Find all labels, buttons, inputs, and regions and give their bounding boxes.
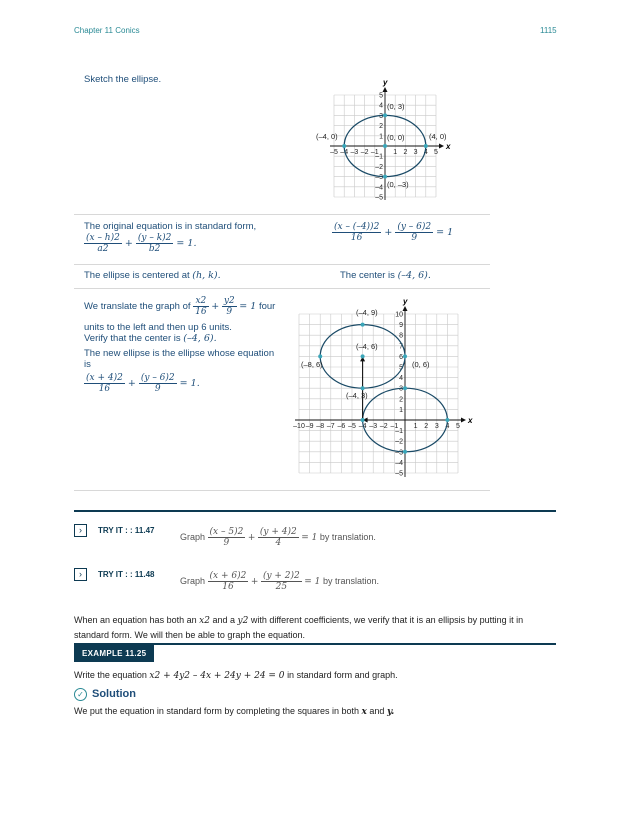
step3-right <box>340 270 431 281</box>
graph-2-label-left: (–8, 6) <box>301 360 323 369</box>
frac-den: 16 <box>195 307 207 317</box>
graph-1-label-right: (4, 0) <box>429 132 447 141</box>
g2-x-tick-label: 1 <box>413 423 418 430</box>
graph-2-point <box>403 354 407 358</box>
var-x: x <box>361 707 367 717</box>
step4-line2: units to the left and then up 6 units. <box>84 322 232 333</box>
frac-den: 9 <box>411 233 418 243</box>
g2-x-arrow <box>461 418 466 423</box>
g1-y-tick-label: –4 <box>375 184 383 192</box>
step2-text: The original equation is in standard form, <box>84 221 257 232</box>
step4-line3 <box>84 333 217 344</box>
graph-1-y-axis-label: y <box>383 78 388 87</box>
g1-y-arrow <box>383 87 388 92</box>
g2-x-tick-label: –3 <box>369 423 378 430</box>
graph-2-label-top: (–4, 9) <box>356 308 378 317</box>
graph-2-point <box>403 386 407 390</box>
frac-den: 9 <box>154 384 161 394</box>
example-badge: EXAMPLE 11.25 <box>74 645 154 662</box>
g2-x-tick-label: 4 <box>445 423 450 430</box>
frac-num: x2 <box>193 296 208 307</box>
g1-x-tick-label: 2 <box>403 149 408 156</box>
try-it-lead: Graph <box>180 531 206 542</box>
try-it-lead: Graph <box>180 575 206 586</box>
frac-num: (x + 6)2 <box>209 571 247 581</box>
equals-one: = 1 <box>436 227 454 238</box>
graph-2-axes <box>295 306 466 477</box>
solution-text-a: We put the equation in standard form by completing the squares in both <box>74 706 360 716</box>
g2-x-tick-label: 2 <box>424 423 429 430</box>
p-math: x2 <box>199 616 210 626</box>
equals-one: = 1 <box>301 532 318 543</box>
g2-x-tick-label: 3 <box>434 423 439 430</box>
try-it-chevron-icon[interactable]: › <box>74 568 87 581</box>
graph-1-label-bottom: (0, –3) <box>387 180 409 189</box>
graph-2-x-axis-label: x <box>468 416 473 425</box>
g2-y-tick-label: 9 <box>399 322 403 330</box>
standard-form-general <box>84 233 196 254</box>
graph-1 <box>310 70 460 200</box>
translated-equation <box>84 373 200 394</box>
g2-x-tick-label: –2 <box>379 423 388 430</box>
graph-2-point <box>361 418 365 422</box>
g2-y-tick-label: –3 <box>395 449 403 457</box>
g1-x-tick-label: 4 <box>423 149 428 156</box>
example-lead: Write the equation <box>74 670 147 680</box>
step1-instruction: Sketch the ellipse. <box>84 74 162 85</box>
g2-y-tick-label: 8 <box>399 332 403 340</box>
g1-y-tick-label: –2 <box>375 163 383 171</box>
graph-2-tick-labels <box>293 312 460 478</box>
check-circle-icon: ✓ <box>74 688 87 701</box>
equals-one: = 1 <box>239 301 257 313</box>
divider <box>74 214 490 215</box>
g2-y-tick-label: 5 <box>399 364 403 372</box>
frac-num: (y – 6)2 <box>140 373 175 383</box>
frac-num: y2 <box>223 296 235 306</box>
graph-1-point <box>342 144 346 148</box>
try-it-tail: by translation. <box>322 575 379 586</box>
frac-num: (x – 5)2 <box>209 527 244 537</box>
g2-y-tick-label: –2 <box>395 438 403 446</box>
plus-sign: + <box>247 532 256 543</box>
frac-num: (y + 4)2 <box>259 527 297 537</box>
g1-y-tick-label: –1 <box>375 153 383 161</box>
graph-1-point <box>383 144 387 148</box>
plus-sign: + <box>124 238 133 249</box>
try-it-problem <box>180 571 379 592</box>
step4-line1b: four <box>258 301 276 313</box>
divider <box>74 490 490 491</box>
g2-y-tick-label: –5 <box>395 470 403 478</box>
g2-x-tick-label: –10 <box>293 423 305 430</box>
frac-den: 9 <box>226 307 233 317</box>
step3-left-text: The ellipse is centered at <box>84 270 190 281</box>
graph-1-x-axis-label: x <box>446 142 451 151</box>
g1-y-tick-label: –3 <box>375 174 383 182</box>
step3-left <box>84 270 221 281</box>
g1-x-tick-label: –2 <box>360 149 369 156</box>
frac-den: 16 <box>350 233 363 243</box>
example-equation: x2 + 4y2 – 4x + 24y + 24 = 0 <box>149 671 285 681</box>
plus-sign: + <box>250 576 259 587</box>
graph-2-y-axis-label: y <box>403 297 408 306</box>
p-text: When an equation has both an <box>74 615 197 625</box>
g2-x-tick-label: –5 <box>348 423 356 430</box>
step4-line4: The new ellipse is the ellipse whose equation <box>84 348 275 359</box>
g2-y-tick-label: 1 <box>399 406 403 414</box>
graph-2 <box>290 288 490 488</box>
graph-1-point <box>424 144 428 148</box>
step4-line1 <box>84 296 275 317</box>
example-prompt <box>74 668 398 683</box>
g1-x-tick-label: 3 <box>413 149 418 156</box>
divider <box>74 264 490 265</box>
g1-x-tick-label: –3 <box>350 149 359 156</box>
frac-den: b2 <box>148 244 161 254</box>
graph-1-label-left: (–4, 0) <box>316 132 338 141</box>
var-y: y. <box>386 707 395 717</box>
g2-y-tick-label: 7 <box>399 343 403 351</box>
g2-x-tick-label: 5 <box>456 423 460 430</box>
graph-2-label-bottom: (–4, 3) <box>346 391 368 400</box>
g1-y-tick-label: –5 <box>375 194 383 200</box>
try-it-label: TRY IT : : 11.48 <box>98 570 155 579</box>
graph-1-label-center: (0, 0) <box>387 133 405 142</box>
g1-x-tick-label: –4 <box>340 149 349 156</box>
g2-y-tick-label: –4 <box>395 459 403 467</box>
g2-y-tick-label: 4 <box>399 375 403 383</box>
graph-2-point <box>403 450 407 454</box>
g1-x-tick-label: –1 <box>370 149 379 156</box>
frac-num: (y – k)2 <box>137 233 172 243</box>
g2-x-tick-label: –1 <box>390 423 399 430</box>
graph-2-point <box>445 418 449 422</box>
example-tail: in standard form and graph. <box>287 670 398 680</box>
chapter-header: Chapter 11 Conics <box>74 26 140 35</box>
graph-1-point <box>383 113 387 117</box>
frac-den: 16 <box>222 582 234 592</box>
frac-den: 4 <box>275 538 282 548</box>
g1-y-tick-label: 1 <box>379 133 383 141</box>
step3-left-math: (h, k). <box>192 270 221 281</box>
g1-x-arrow <box>439 144 444 149</box>
frac-den: 16 <box>98 384 111 394</box>
g1-x-tick-label: 5 <box>434 149 438 156</box>
equals-one: = 1. <box>179 378 200 389</box>
step3-right-text: The center is <box>340 270 395 281</box>
p-text: with different coefficients, we verify that it is an ellipsis by putting it in <box>250 615 524 625</box>
step4-line5: is <box>84 359 91 370</box>
plus-sign: + <box>127 378 136 389</box>
try-it-problem <box>180 527 376 548</box>
graph-2-label-right: (0, 6) <box>412 360 430 369</box>
step4-line3-math: (–4, 6). <box>183 333 217 344</box>
try-it-label: TRY IT : : 11.47 <box>98 526 155 535</box>
graph-2-point <box>318 354 322 358</box>
step3-right-math: (–4, 6). <box>397 270 431 281</box>
graph-1-point <box>383 175 387 179</box>
frac-num: (x – (–4))2 <box>334 222 380 232</box>
graph-1-label-top: (0, 3) <box>387 102 405 111</box>
g2-y-tick-label: 2 <box>399 396 403 404</box>
g1-y-tick-label: 2 <box>379 123 383 131</box>
g2-x-tick-label: –6 <box>337 423 346 430</box>
p-text: and a <box>212 615 235 625</box>
g2-y-tick-label: –1 <box>395 428 403 436</box>
step4-line1a: We translate the graph of <box>84 301 191 313</box>
equals-one: = 1 <box>304 576 321 587</box>
g2-x-tick-label: –9 <box>305 423 314 430</box>
try-it-top-rule <box>74 510 556 512</box>
solution-and: and <box>369 706 385 716</box>
paragraph-line2: standard form. We will then be able to graph the equation. <box>74 630 305 640</box>
page-number: 1115 <box>540 26 557 35</box>
plus-sign: + <box>211 301 220 313</box>
g2-y-tick-label: 3 <box>399 385 403 393</box>
g2-y-tick-label: 6 <box>399 353 403 361</box>
frac-den: 9 <box>223 538 230 548</box>
g1-x-tick-label: 1 <box>393 149 398 156</box>
p-math: y2 <box>237 616 249 626</box>
frac-num: (x + 4)2 <box>86 373 123 383</box>
solution-text <box>74 704 394 719</box>
step4-line3-text: Verify that the center is <box>84 333 181 344</box>
g2-y-tick-label: 10 <box>395 311 403 319</box>
g1-y-tick-label: 4 <box>379 102 383 110</box>
plus-sign: + <box>384 227 393 238</box>
g2-x-tick-label: –4 <box>358 423 367 430</box>
g2-y-arrow <box>403 306 408 311</box>
standard-form-specific <box>332 222 453 243</box>
g1-x-tick-label: –5 <box>330 149 338 156</box>
frac-num: (x – h)2 <box>86 233 120 243</box>
graph-2-point <box>361 386 365 390</box>
equals-one: = 1. <box>176 238 197 249</box>
g2-x-tick-label: –7 <box>326 423 335 430</box>
paragraph-line1 <box>74 613 558 628</box>
graph-2-point <box>361 323 365 327</box>
graph-2-point <box>361 354 365 358</box>
frac-num: (y + 2)2 <box>262 571 300 581</box>
frac-num: (y – 6)2 <box>397 222 432 232</box>
g1-y-tick-label: 3 <box>379 112 383 120</box>
graph-2-label-center: (–4, 6) <box>356 342 378 351</box>
g1-y-tick-label: 5 <box>379 92 383 100</box>
frac-den: 25 <box>275 582 288 592</box>
frac-den: a2 <box>97 244 109 254</box>
solution-title: Solution <box>92 688 136 700</box>
g2-x-tick-label: –8 <box>316 423 325 430</box>
try-it-tail: by translation. <box>319 531 376 542</box>
try-it-chevron-icon[interactable]: › <box>74 524 87 537</box>
